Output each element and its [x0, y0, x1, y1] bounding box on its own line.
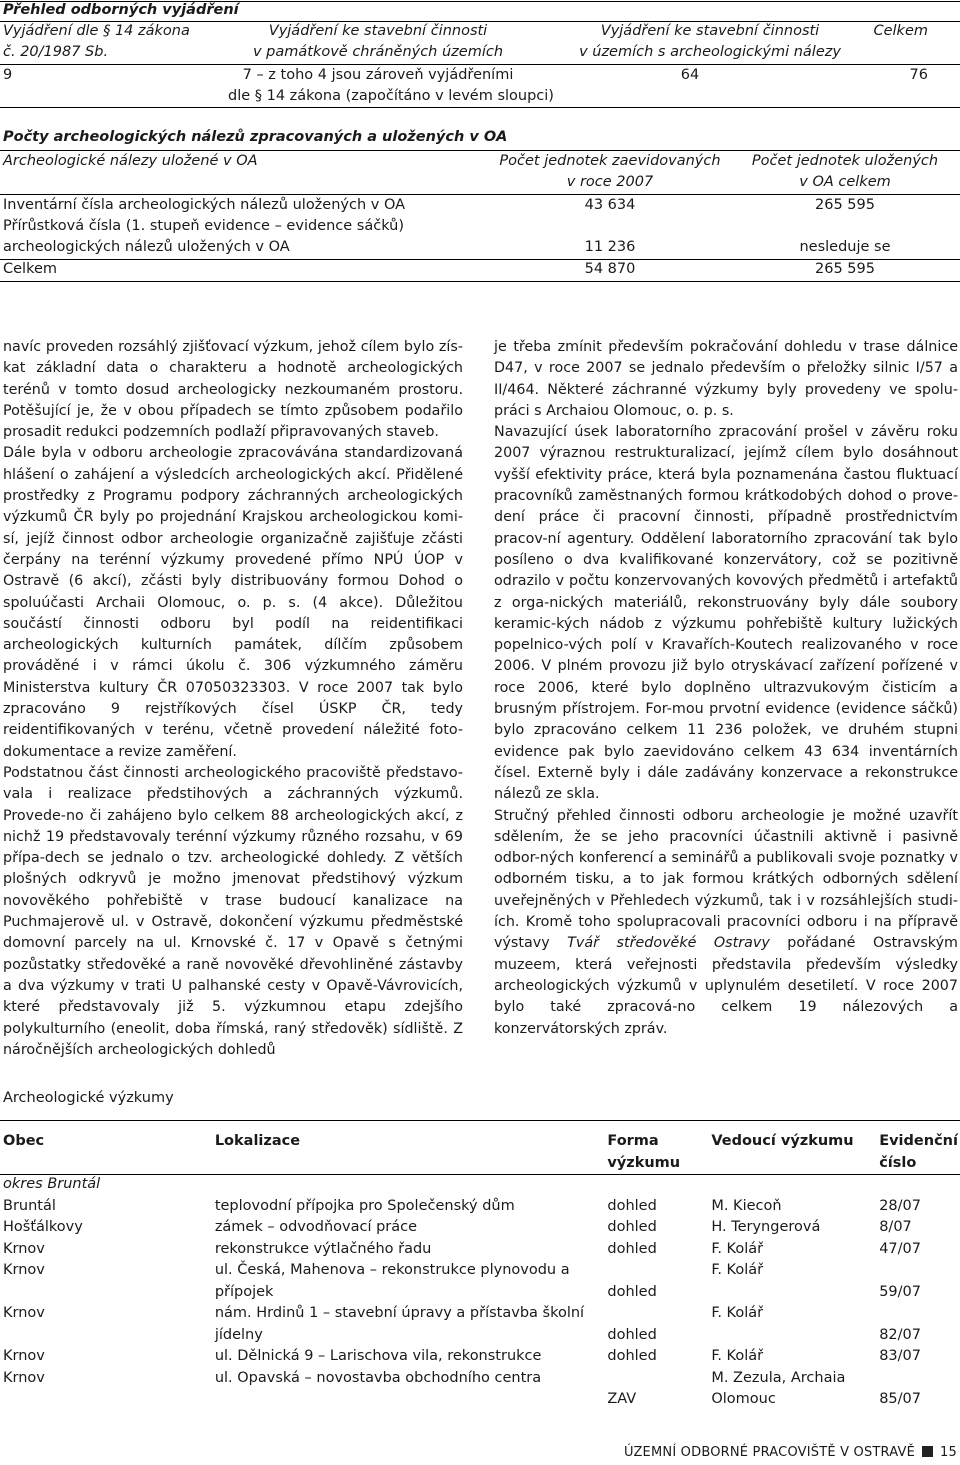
square-bullet-icon: [922, 1446, 933, 1457]
cell-cislo: 8/07: [879, 1219, 912, 1235]
header-cislo: Evidenční číslo: [879, 1133, 958, 1171]
cell-forma: dohled: [607, 1348, 657, 1364]
table-row: [3, 1239, 958, 1261]
research-top-rule: [0, 1120, 960, 1121]
body-text: Stručný přehled činnosti odboru archeologie je možné uzavřít sdělením, že se jeho pracovníci účastnili aktivně i pasivně odbor-ných konferencí a seminářů a publikovali svoje poznatky v odborném tisku, a to jak formou krátkých odborných sdělení uveřejněných v Přehledech výzkumů, tak i v rozsáhlejších studi-ích. Kromě toho spolupracovali pracovníci odboru i na přípravě výstavy: [494, 807, 958, 952]
body-paragraph: Navazující úsek laboratorního zpracování prošel v závěru roku 2007 výraznou restrukturalizací, jejímž cílem bylo dosáhnout vyšší efektivity práce, která byla poznamenána častou fluktuací pracovníků zaměstnaných formou krátkodobých dohod o prove-dení práce či pracovní činnosti, případně prostřednictvím pracov-ní agentury. Oddělení laboratorního zpracování tak bylo posíleno o dva kvalifikované konzervátory, což se pozitivně odrazilo v počtu konzervovaných kovových předmětů i artefaktů z orga-nických materiálů, rekonstruovány byly dále soubory keramic-kých nádob z výzkumu pohřebiště kultury lužických popelnico-vých polí v Kravařích-Koutech realizovaného v roce 2006. V plném provozu již bylo otryskávací zařízení pořízené v roce 2006, které bylo doplněno ultrazvukovým čisticím a brusným přístrojem. For-mou prvotní evidence (evidence sáčků) bylo zpracováno celkem 11 236 položek, ve druhém stupni evidence pak bylo zaevidováno celkem 43 634 inventárních čísel. Externě byly i dále zadávány konzervace a rekonstrukce nálezů ze skla.: [494, 424, 958, 803]
finds-row2-label-a: Přírůstková čísla (1. stupeň evidence – evidence sáčků): [3, 218, 404, 234]
finds-header-year-a: Počet jednotek zaevidovaných: [499, 153, 721, 169]
header-obec: Obec: [3, 1133, 45, 1149]
table-row: [3, 1303, 958, 1346]
cell-obec: Bruntál: [3, 1197, 56, 1214]
finds-header-year-b: v roce 2007: [566, 174, 654, 190]
cell-cislo: 59/07: [879, 1283, 921, 1300]
cell-cislo: 28/07: [879, 1197, 921, 1214]
finds-header-total-a: Počet jednotek uložených: [751, 153, 939, 169]
body-left-column: [3, 337, 463, 1061]
table-row: [3, 1346, 958, 1368]
body-paragraph: Podstatnou část činnosti archeologického pracoviště představo-vala i realizace předstihových a záchranných výzkumů. Provede-no či zahájeno bylo celkem 88 archeologických akcí, z nichž 19 představovaly terénní výzkumy různého rozsahu, v 69 přípa-dech se jednalo o tzv. archeologické dohledy. Z větších plošných odkryvů je možno jmenovat předstihový výzkum novověkého pohřebiště v trase budoucí kanalizace na Puchmajerově ul. v Ostravě, dokončení výzkumu předměstské domovní parcely na ul. Krnovské č. 17 v Opavě s četnými pozůstatky středověké a raně novověké dřevohliněné zástavby a dva výzkumy v trati U palhanské cesty v Opavě-Vávrovicích, které představovaly již 5. výzkumnou etapu zdejšího polykulturního (eneolit, doba římská, raný středověk) sídliště. Z náročnějších archeologických dohledů: [3, 764, 463, 1058]
cell-forma: dohled: [607, 1197, 657, 1214]
cell-obec: Hošťálkovy: [3, 1219, 83, 1235]
table-row: [3, 1368, 958, 1411]
header-lokalizace: Lokalizace: [214, 1133, 301, 1149]
cell-obec: Krnov: [3, 1240, 45, 1257]
body-right-column: [494, 337, 958, 1040]
cell-vedouci: H. Teryngerová: [711, 1219, 821, 1235]
finds-row1-label: Inventární čísla archeologických nálezů uložených v OA: [3, 197, 406, 213]
finds-sum-label: Celkem: [3, 261, 57, 277]
overview-header-total: Celkem: [873, 23, 928, 39]
cell-lokalizace: teplovodní přípojka pro Společenský dům: [214, 1197, 515, 1214]
finds-row2-total: nesleduje se: [799, 239, 891, 255]
research-header-rule: [0, 1174, 960, 1175]
overview-value-2a: 7 – z toho 4 jsou zároveň vyjádřeními: [242, 67, 514, 83]
table-row: [3, 1196, 958, 1218]
finds-header-label: Archeologické nálezy uložené v OA: [3, 153, 258, 169]
overview-header-3b: v územích s archeologickými nálezy: [579, 44, 841, 60]
cell-lokalizace: rekonstrukce výtlačného řadu: [214, 1240, 432, 1257]
finds-sum-year: 54 870: [584, 261, 636, 277]
overview-header-1b: č. 20/1987 Sb.: [3, 44, 109, 60]
cell-vedouci: M. Zezula, Archaia Olomouc: [711, 1369, 846, 1407]
overview-header-3a: Vyjádření ke stavební činnosti: [600, 23, 820, 39]
cell-vedouci: F. Kolář: [711, 1305, 764, 1321]
cell-vedouci: F. Kolář: [711, 1240, 764, 1257]
body-paragraph: Dále byla v odboru archeologie zpracovávána standardizovaná hlášení o zahájení a výsledcích archeologických akcí. Přidělené prostředky z Programu podpory záchranných archeologických výzkumů ČR byly po projednání Krajskou archeologickou komi-sí, jejíž činnost odbor archeologie organizačně zajišťuje zčásti čerpány na terénní výzkumy provedené přímo NPÚ ÚOP v Ostravě (6 akcí), zčásti byly distribuovány formou Dohod o spoluúčasti Archaii Olomouc, o. p. s. (4 akce). Důležitou součástí činnosti odboru byl podíl na reidentifikaci archeologických kulturních památek, dílčím způsobem prováděné i v rámci úkolu č. 306 výzkumného záměru Ministerstva kultury ČR 07050323303. V roce 2007 tak bylo zpracováno 9 rejstříkových čísel ÚSKP ČR, tedy reidentifikovaných v terénu, včetně provedení náležité foto-dokumentace a revize zaměření.: [3, 445, 463, 760]
overview-bottom-rule: [0, 107, 960, 108]
cell-forma: dohled: [607, 1283, 657, 1300]
finds-row2-year: 11 236: [584, 239, 636, 255]
overview-header-1a: Vyjádření dle § 14 zákona: [3, 23, 190, 39]
cell-cislo: 47/07: [879, 1240, 921, 1257]
finds-sum-total: 265 595: [815, 261, 875, 277]
finds-row1-year: 43 634: [584, 197, 636, 213]
overview-value-2b: dle § 14 zákona (započítáno v levém sloupci): [228, 88, 554, 104]
cell-vedouci: M. Kiecoň: [711, 1197, 782, 1214]
header-forma: Forma výzkumu: [607, 1133, 681, 1171]
exhibition-title: Tvář středověké Ostravy: [567, 935, 770, 952]
overview-header-2a: Vyjádření ke stavební činnosti: [268, 23, 488, 39]
body-paragraph: [494, 806, 958, 1040]
cell-lokalizace: ul. Dělnická 9 – Larischova vila, rekonstrukce: [214, 1348, 542, 1364]
cell-forma: dohled: [607, 1326, 657, 1343]
footer-label: ÚZEMNÍ ODBORNÉ PRACOVIŠTĚ V OSTRAVĚ: [623, 1445, 916, 1460]
cell-lokalizace: ul. Opavská – novostavba obchodního centra: [214, 1369, 542, 1386]
cell-cislo: 83/07: [879, 1348, 921, 1364]
cell-obec: Krnov: [3, 1305, 45, 1321]
research-header-row: [3, 1131, 958, 1174]
cell-lokalizace: nám. Hrdinů 1 – stavební úpravy a přístavba školní jídelny: [214, 1305, 585, 1343]
district-label: okres Bruntál: [3, 1176, 101, 1192]
research-body: [3, 1174, 958, 1411]
page-number: 15: [940, 1445, 957, 1460]
cell-cislo: 82/07: [879, 1326, 921, 1343]
finds-title: Počty archeologických nálezů zpracovaných a uložených v OA: [3, 129, 508, 145]
cell-forma: dohled: [607, 1219, 657, 1235]
research-title: Archeologické výzkumy: [3, 1090, 174, 1106]
cell-cislo: 85/07: [879, 1391, 921, 1407]
finds-bottom-rule: [0, 281, 960, 282]
cell-obec: Krnov: [3, 1262, 45, 1278]
overview-value-1: 9: [3, 67, 13, 83]
cell-lokalizace: ul. Česká, Mahenova – rekonstrukce plynovodu a přípojek: [214, 1262, 570, 1300]
research-table: [3, 1131, 958, 1411]
body-text: pořádané Ostravským muzeem, která veřejnosti představila především výsledky archeologických výzkumů v uplynulém desetiletí. V roce 2007 bylo také zpracová-no celkem 19 nálezových a konzervátorských zpráv.: [494, 935, 958, 1037]
cell-obec: Krnov: [3, 1369, 45, 1386]
cell-lokalizace: zámek – odvodňovací práce: [214, 1219, 418, 1235]
finds-header-total-b: v OA celkem: [799, 174, 891, 190]
cell-vedouci: F. Kolář: [711, 1348, 764, 1364]
table-row: [3, 1260, 958, 1303]
cell-forma: ZAV: [607, 1391, 637, 1407]
page-footer: [624, 1445, 957, 1460]
overview-value-3: 64: [680, 67, 700, 83]
cell-vedouci: F. Kolář: [711, 1262, 764, 1278]
finds-row1-total: 265 595: [815, 197, 875, 213]
cell-forma: dohled: [607, 1240, 657, 1257]
body-paragraph: je třeba zmínit především pokračování dohledu v trase dálnice D47, v roce 2007 se jednalo především o přeložky silnic I/57 a II/464. Některé záchranné výzkumy byly provedeny ve spolu-práci s Archaiou Olomouc, o. p. s.: [494, 339, 958, 419]
cell-obec: Krnov: [3, 1348, 45, 1364]
district-row: [3, 1174, 958, 1196]
header-vedouci: Vedoucí výzkumu: [711, 1133, 854, 1149]
body-paragraph: navíc proveden rozsáhlý zjišťovací výzkum, jehož cílem bylo zís-kat základní data o charakteru a hodnotě archeologických terénů v tomto dosud archeologicky nezkoumaném prostoru. Potěšující je, že v obou případech se tímto způsobem podařilo prosadit redukci podzemních podlaží připravovaných staveb.: [3, 339, 463, 441]
overview-header-2b: v památkově chráněných územích: [252, 44, 504, 60]
overview-title: Přehled odborných vyjádření: [3, 2, 239, 18]
overview-value-total: 76: [909, 67, 928, 83]
finds-row2-label-b: archeologických nálezů uložených v OA: [3, 239, 290, 255]
table-row: [3, 1217, 958, 1239]
